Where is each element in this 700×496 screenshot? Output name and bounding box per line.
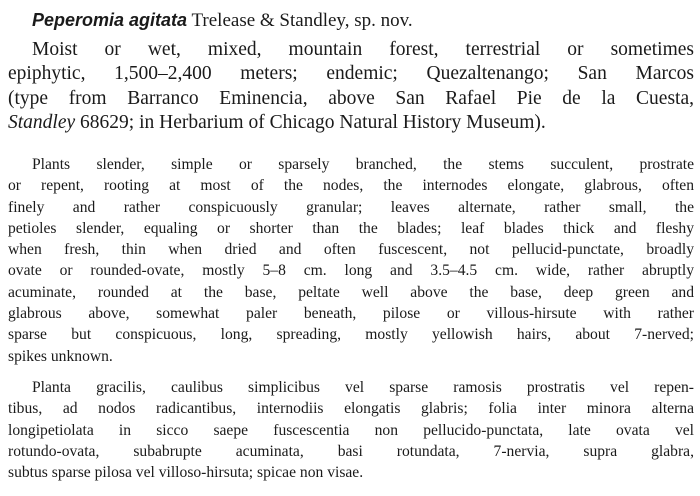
description-line: when fresh, thin when dried and often fuscescent, not pellucid-punctate, broadly — [8, 241, 694, 259]
latin-line: tibus, ad nodos radicantibus, internodiis elongatis glabris; folia inter minora alterna — [8, 400, 694, 418]
species-name: Peperomia agitata — [32, 10, 188, 30]
collector-name: Standley — [8, 111, 76, 133]
latin-line: rotundo-ovata, subabrupte acuminata, basi rotundata, 7-nervia, supra glabra, — [8, 442, 694, 460]
description-line: acuminate, rounded at the base, peltate well above the base, deep green and — [8, 283, 694, 301]
latin-line: subtus sparse pilosa vel villoso-hirsuta; spicae non visae. — [8, 464, 364, 482]
description-line: ovate or rounded-ovate, mostly 5–8 cm. long and 3.5–4.5 cm. wide, rather abruptly — [8, 262, 694, 280]
habitat-line: (type from Barranco Eminencia, above San Rafael Pie de la Cuesta, — [8, 87, 694, 109]
habitat-line: Moist or wet, mixed, mountain forest, terrestrial or sometimes — [32, 39, 694, 60]
latin-line: Planta gracilis, caulibus simplicibus vel sparse ramosis prostratis vel repen- — [32, 379, 694, 396]
latin-diagnosis-paragraph — [8, 377, 694, 483]
habitat-line-text: 68629; in Herbarium of Chicago Natural History Museum). — [80, 111, 546, 133]
description-paragraph — [8, 154, 694, 367]
description-line: or repent, rooting at most of the nodes, the internodes elongate, glabrous, often — [8, 177, 694, 195]
species-heading — [32, 8, 413, 33]
description-line: finely and rather conspicuously granular; leaves alternate, rather small, the — [8, 198, 694, 216]
habitat-line: epiphytic, 1,500–2,400 meters; endemic; Quezaltenango; San Marcos — [8, 63, 694, 85]
description-line: Plants slender, simple or sparsely branched, the stems succulent, prostrate — [32, 156, 694, 173]
description-line: spikes unknown. — [8, 347, 113, 365]
habitat-line-last — [8, 111, 694, 135]
description-line: sparse but conspicuous, long, spreading, mostly yellowish hairs, about 7-nerved; — [8, 326, 694, 344]
habitat-paragraph — [8, 38, 694, 135]
description-line: glabrous above, somewhat paler beneath, pilose or villous-hirsute with rather — [8, 305, 694, 323]
species-authority: Trelease & Standley, sp. nov. — [191, 10, 413, 31]
latin-line: longipetiolata in sicco saepe fuscescentia non pellucido-punctata, late ovata vel — [8, 421, 694, 439]
description-line: petioles slender, equaling or shorter than the blades; leaf blades thick and fleshy — [8, 219, 694, 237]
